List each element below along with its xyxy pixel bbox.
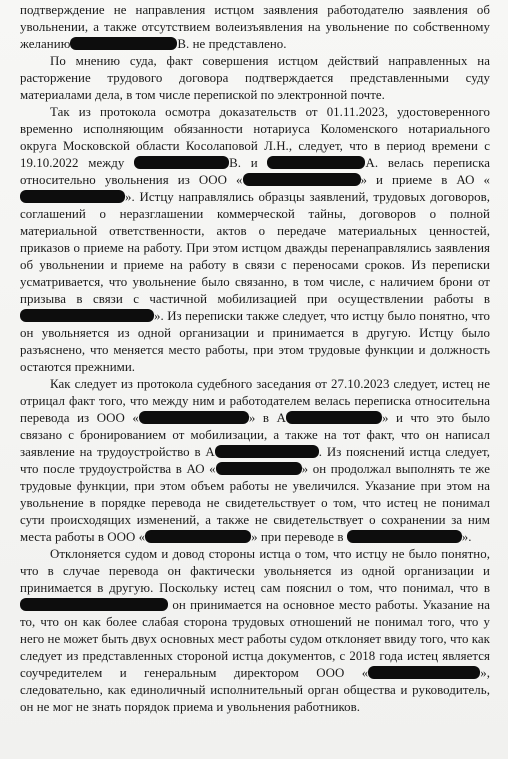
redaction bbox=[368, 666, 480, 679]
redaction bbox=[145, 530, 251, 543]
redaction bbox=[20, 309, 154, 322]
redaction bbox=[134, 156, 229, 169]
text: Как следует из протокола судебного заседания от 27.10.2023 следует, истец не отрицал факт того, что между ним и работодателем велась переписка относительна перевода из ООО « bbox=[20, 377, 490, 425]
redaction bbox=[20, 190, 125, 203]
text: ». bbox=[461, 530, 472, 544]
redaction bbox=[216, 462, 302, 475]
redaction bbox=[267, 156, 365, 169]
text: ». Истцу направлялись образцы заявлений, трудовых договоров, соглашений о неразглашении коммерческой тайны, договоров о полной материальной ответственности, актов о передаче материальных ценностей, приказов о приеме на работу. При этом истцом дважды перенаправлялись заявления об увольнении и приеме на работу в связи с переносами сроков. Из переписки усматривается, что увольнение было связанно, в том числе, с наличием брони от призыва в связи с частичной мобилизацией при осуществлении работы в bbox=[20, 190, 490, 306]
text: А. велась переписка относительно увольнения из ООО « bbox=[20, 156, 490, 187]
text: подтверждение не направления истцом заявления работодателю заявления об увольнении, а также отсутствием волеизъявления на увольнение по собственному желанию bbox=[20, 3, 490, 51]
text: » при переводе в bbox=[251, 530, 344, 544]
text: » в А bbox=[248, 411, 286, 425]
text: он принимается на основное место работы. Указание на то, что он как более слабая сторона трудовых отношений не понимал того, что у него не может быть двух основных мест работы судом отклоняет ввиду того, что как следует из представленных стороной истца документов, с 2018 года истец является соучредителем и генеральным директором ООО « bbox=[20, 598, 490, 680]
paragraph-4 bbox=[20, 376, 490, 546]
text: » и приеме в АО « bbox=[360, 173, 490, 187]
redaction bbox=[243, 173, 361, 186]
paragraph-2 bbox=[20, 53, 490, 104]
text: ». Из переписки также следует, что истцу было понятно, что он увольняется из одной организации и принимается в другую. Истцу было разъяснено, что меняется место работы, при этом трудовые функции и должность остаются прежними. bbox=[20, 309, 490, 374]
text: В. не представлено. bbox=[177, 37, 287, 51]
redaction bbox=[20, 598, 168, 611]
text: По мнению суда, факт совершения истцом действий направленных на расторжение трудового договора подтверждается представленными суду материалами дела, в том числе перепиской по электронной почте. bbox=[20, 54, 490, 102]
text: Отклоняется судом и довод стороны истца о том, что истцу не было понятно, что в случае перевода он фактически увольняется из одной организации и принимается в другую. Поскольку истец сам пояснил о том, что понимал, что в bbox=[20, 547, 490, 595]
text: » и что это было связано с бронированием от мобилизации, а также на тот факт, что он написал заявление на трудоустройство в А bbox=[20, 411, 490, 459]
paragraph-1 bbox=[20, 2, 490, 53]
redaction bbox=[286, 411, 382, 424]
text: » он продолжал выполнять те же трудовые функции, при этом объем работы не увеличился. Указание при этом на увольнение в порядке перевода не свидетельствует о том, что истец не понимал сути происходящих изменений, а также не свидетельствует о сохранении за ним места работы в ООО « bbox=[20, 462, 490, 544]
text: . Из пояснений истца следует, что после трудоустройства в АО « bbox=[20, 445, 490, 476]
redaction bbox=[139, 411, 249, 424]
text: Так из протокола осмотра доказательств от 01.11.2023, удостоверенного временно исполняющим обязанности нотариуса Коломенского нотариального округа Московской области Косолаповой Л.Н., следует, что в период времени с 19.10.2022 между bbox=[20, 105, 490, 170]
paragraph-5 bbox=[20, 546, 490, 716]
text: », следовательно, как единоличный исполнительный орган общества и руководитель, он не мог не знать порядок приема и увольнения работников. bbox=[20, 666, 490, 714]
redaction bbox=[70, 37, 177, 50]
paragraph-3 bbox=[20, 104, 490, 376]
redaction bbox=[215, 445, 319, 458]
redaction bbox=[347, 530, 462, 543]
text: В. и bbox=[229, 156, 258, 170]
